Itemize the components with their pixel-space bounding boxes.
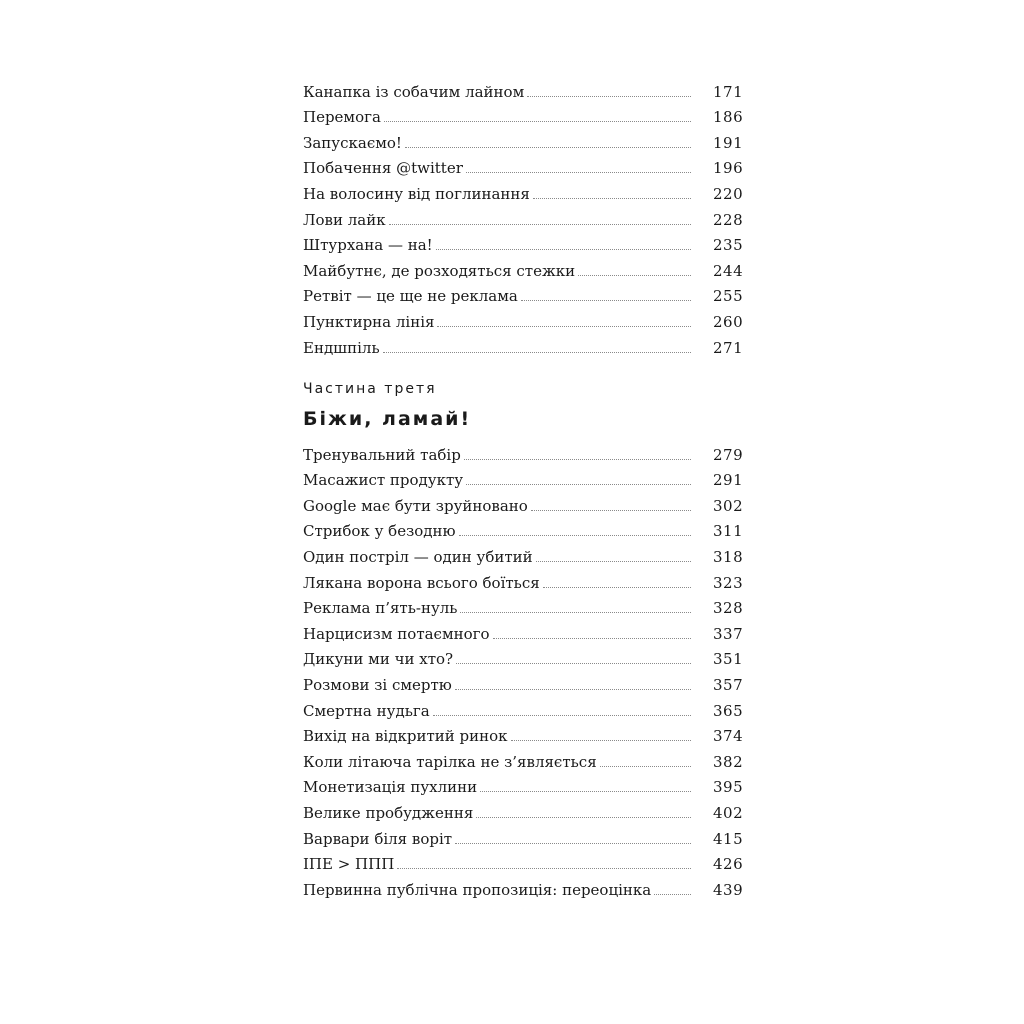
- toc-entry-title: Велике пробудження: [303, 803, 474, 822]
- dot-leader: [455, 689, 691, 690]
- toc-entry: [303, 617, 744, 643]
- dot-leader: [543, 587, 691, 588]
- dot-leader: [578, 275, 691, 276]
- dot-leader: [511, 740, 691, 741]
- dot-leader: [466, 484, 691, 485]
- toc-entry-page-number: 228: [713, 210, 744, 229]
- toc-entry-title: Стрибок у безодню: [303, 522, 456, 541]
- toc-entry-title: Штурхана — на!: [303, 236, 433, 255]
- toc-entry-title: Вихід на відкритий ринок: [303, 727, 508, 746]
- toc-entry: [303, 668, 744, 694]
- part-title: Біжи, ламай!: [303, 408, 472, 430]
- toc-entry-title: Запускаємо!: [303, 133, 402, 152]
- toc-entry-title: Монетизація пухлини: [303, 778, 478, 797]
- dot-leader: [533, 198, 691, 199]
- toc-entry-page-number: 415: [713, 829, 744, 848]
- toc-entry: [303, 177, 744, 203]
- toc-entry-title: Канапка із собачим лайном: [303, 82, 525, 101]
- toc-entry-page-number: 337: [713, 624, 744, 643]
- dot-leader: [433, 715, 691, 716]
- toc-entry-page-number: 255: [713, 287, 744, 306]
- toc-entry: [303, 592, 744, 618]
- dot-leader: [531, 510, 691, 511]
- toc-entry: [303, 540, 744, 566]
- toc-entry-page-number: 260: [713, 312, 744, 331]
- dot-leader: [460, 612, 691, 613]
- toc-entry-title: На волосину від поглинання: [303, 184, 530, 203]
- toc-entry-title: Пунктирна лінія: [303, 312, 435, 331]
- toc-entry: [303, 566, 744, 592]
- dot-leader: [405, 147, 691, 148]
- toc-entry: [303, 438, 744, 464]
- toc-entry-page-number: 220: [713, 184, 744, 203]
- toc-entry-page-number: 323: [713, 573, 744, 592]
- toc-entry: [303, 489, 744, 515]
- dot-leader: [536, 561, 691, 562]
- toc-entry-title: Первинна публічна пропозиція: переоцінка: [303, 880, 652, 899]
- toc-entry: [303, 796, 744, 822]
- toc-entry-page-number: 439: [713, 880, 744, 899]
- toc-entry: [303, 229, 744, 255]
- toc-entry-page-number: 244: [713, 261, 744, 280]
- dot-leader: [476, 817, 691, 818]
- toc-entry-page-number: 196: [713, 159, 744, 178]
- toc-entry-title: Ретвіт — це ще не реклама: [303, 287, 518, 306]
- toc-entry-page-number: 279: [713, 445, 744, 464]
- dot-leader: [397, 868, 691, 869]
- toc-entry: [303, 643, 744, 669]
- toc-entry-title: Побачення @twitter: [303, 159, 463, 178]
- dot-leader: [456, 663, 691, 664]
- dot-leader: [459, 535, 691, 536]
- toc-entry: [303, 331, 744, 357]
- toc-entry: [303, 75, 744, 101]
- toc-entry: [303, 515, 744, 541]
- toc-entry-page-number: 365: [713, 701, 744, 720]
- toc-entry-title: Ендшпіль: [303, 338, 380, 357]
- toc-entry-title: Перемога: [303, 108, 381, 127]
- toc-entry-title: Один постріл — один убитий: [303, 547, 533, 566]
- toc-entry-page-number: 191: [713, 133, 744, 152]
- toc-entry: [303, 694, 744, 720]
- toc-entry: [303, 745, 744, 771]
- toc-entry: [303, 464, 744, 490]
- dot-leader: [466, 172, 691, 173]
- toc-entry-title: Дикуни ми чи хто?: [303, 650, 454, 669]
- toc-entry-title: Нарцисизм потаємного: [303, 624, 490, 643]
- toc-entry: [303, 873, 744, 899]
- toc-entry-page-number: 402: [713, 803, 744, 822]
- dot-leader: [600, 766, 691, 767]
- toc-entry-title: Лякана ворона всього боїться: [303, 573, 540, 592]
- toc-entry: [303, 280, 744, 306]
- dot-leader: [464, 459, 691, 460]
- toc-entry-page-number: 235: [713, 236, 744, 255]
- toc-entry-title: Коли літаюча тарілка не з’являється: [303, 752, 597, 771]
- toc-entry-page-number: 374: [713, 727, 744, 746]
- toc-entry: [303, 152, 744, 178]
- toc-entry: [303, 822, 744, 848]
- part-label: Частина третя: [303, 381, 437, 397]
- dot-leader: [521, 300, 691, 301]
- toc-entry-title: Лови лайк: [303, 210, 386, 229]
- toc-entry-title: Тренувальний табір: [303, 445, 461, 464]
- toc-entry: [303, 101, 744, 127]
- dot-leader: [480, 791, 691, 792]
- dot-leader: [383, 352, 691, 353]
- toc-entry: [303, 771, 744, 797]
- toc-entry: [303, 254, 744, 280]
- toc-entry: [303, 126, 744, 152]
- toc-entry: [303, 203, 744, 229]
- toc-entry-title: Смертна нудьга: [303, 701, 430, 720]
- dot-leader: [436, 249, 691, 250]
- dot-leader: [389, 224, 691, 225]
- dot-leader: [455, 843, 691, 844]
- toc-entry-title: ІПЕ > ППП: [303, 855, 395, 874]
- toc-entry-page-number: 351: [713, 650, 744, 669]
- dot-leader: [654, 894, 691, 895]
- toc-entry: [303, 848, 744, 874]
- toc-entry-title: Реклама п’ять-нуль: [303, 599, 458, 618]
- dot-leader: [437, 326, 691, 327]
- toc-entry-page-number: 357: [713, 675, 744, 694]
- toc-entry-page-number: 271: [713, 338, 744, 357]
- toc-entry-title: Розмови зі смертю: [303, 675, 452, 694]
- dot-leader: [527, 96, 691, 97]
- toc-entry-page-number: 302: [713, 496, 744, 515]
- toc-entry-page-number: 171: [713, 82, 744, 101]
- toc-entry-page-number: 291: [713, 471, 744, 490]
- toc-entry-page-number: 311: [713, 522, 744, 541]
- toc-entry: [303, 720, 744, 746]
- toc-entry-page-number: 328: [713, 599, 744, 618]
- toc-entry-page-number: 318: [713, 547, 744, 566]
- toc-entry-title: Варвари біля воріт: [303, 829, 453, 848]
- toc-entry-page-number: 395: [713, 778, 744, 797]
- toc-entry: [303, 305, 744, 331]
- toc-entry-title: Google має бути зруйновано: [303, 496, 528, 515]
- dot-leader: [493, 638, 691, 639]
- toc-entry-title: Майбутнє, де розходяться стежки: [303, 261, 576, 280]
- toc-list-part-three: [303, 438, 744, 899]
- toc-list-part-two: [303, 75, 744, 357]
- dot-leader: [384, 121, 691, 122]
- toc-entry-title: Масажист продукту: [303, 471, 464, 490]
- toc-entry-page-number: 382: [713, 752, 744, 771]
- toc-entry-page-number: 426: [713, 855, 744, 874]
- toc-entry-page-number: 186: [713, 108, 744, 127]
